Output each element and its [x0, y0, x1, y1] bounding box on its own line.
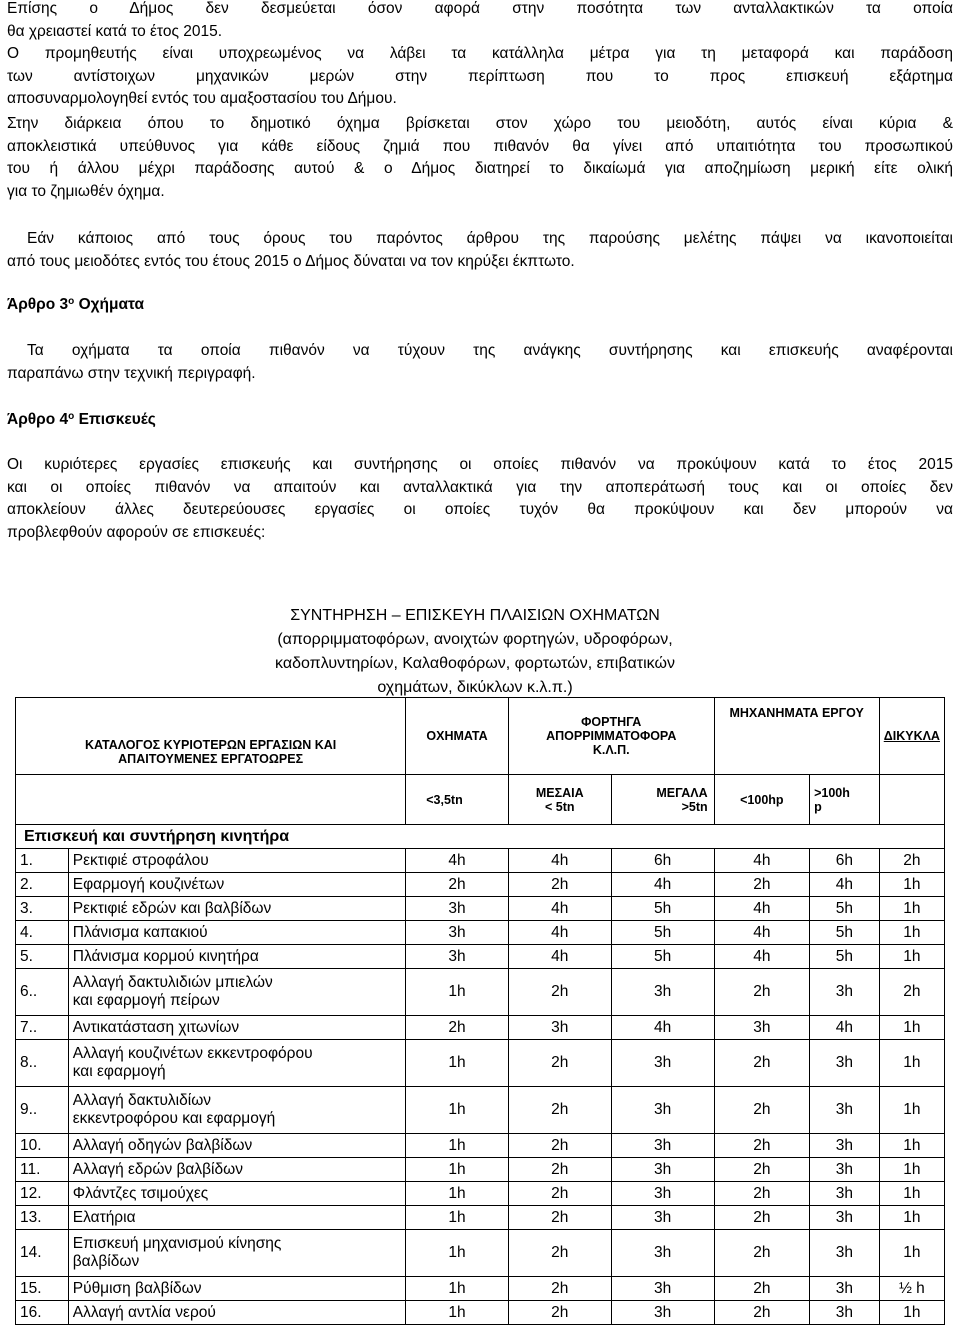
- article-4-title: Επισκευές: [78, 411, 156, 428]
- description-line: Αλλαγή δακτυλιδιών μπιελών: [72, 974, 273, 991]
- row-value: 4h: [611, 873, 714, 897]
- sub-hp-low-label: <100hp: [740, 792, 784, 807]
- row-value: 2h: [714, 1182, 809, 1206]
- row-value: 2h: [714, 1206, 809, 1230]
- row-value: 3h: [611, 1040, 714, 1087]
- table-row: [16, 897, 945, 921]
- row-value: 3h: [810, 1206, 880, 1230]
- ordinal-sup: ο: [68, 411, 75, 422]
- article-3-text: [7, 340, 953, 385]
- row-value: 3h: [611, 1301, 714, 1325]
- row-value: 5h: [810, 945, 880, 969]
- empty-cell: [879, 775, 944, 825]
- text-line: για το ζημιωθέν όχημα.: [7, 182, 165, 200]
- text-line: αποκλειστικά υπεύθυνος για κάθε είδους ζημιά που πιθανόν θα γίνει από υπαιτιότητα του προσωπικού: [7, 137, 953, 155]
- catalog-header: ΚΑΤΑΛΟΓΟΣ ΚΥΡΙΟΤΕΡΩΝ ΕΡΓΑΣΙΩΝ ΚΑΙ ΑΠΑΙΤΟΥΜΕΝΕΣ ΕΡΓΑΤΟΩΡΕΣ: [16, 698, 406, 775]
- row-value: 5h: [611, 897, 714, 921]
- row-value: 2h: [406, 1016, 509, 1040]
- article-3-prefix: Άρθρο 3: [7, 296, 69, 313]
- sub-large: [611, 775, 714, 825]
- intro-paragraph-2: [7, 43, 953, 111]
- table-title-line-2: (απορριμματοφόρων, ανοιχτών φορτηγών, υδροφόρων,: [277, 631, 673, 648]
- row-value: 1h: [879, 1016, 944, 1040]
- row-value: 3h: [810, 1182, 880, 1206]
- row-description: [68, 1134, 406, 1158]
- row-value: 2h: [508, 1158, 611, 1182]
- sub-medium-label-a: ΜΕΣΑΙΑ: [535, 785, 584, 800]
- section-row: [16, 825, 945, 849]
- text-line: παραπάνω στην τεχνική περιγραφή.: [7, 364, 256, 382]
- table-row: [16, 873, 945, 897]
- table-row: [16, 921, 945, 945]
- row-number: 9..: [16, 1087, 69, 1134]
- table-row: [16, 849, 945, 873]
- sub-hp-high: [810, 775, 880, 825]
- description-line: Αλλαγή οδηγών βαλβίδων: [72, 1136, 253, 1154]
- row-number: 3.: [16, 897, 69, 921]
- repair-hours-table: [15, 697, 945, 1325]
- row-value: 2h: [879, 969, 944, 1016]
- row-value: 3h: [810, 1277, 880, 1301]
- row-value: 4h: [508, 945, 611, 969]
- text-line: Επίσης ο Δήμος δεν δεσμεύεται όσον αφορά στην ποσότητα των ανταλλακτικών τα οποία: [7, 0, 953, 17]
- text-line: θα χρειαστεί κατά το έτος 2015.: [7, 22, 223, 40]
- table-body: [16, 849, 945, 1325]
- row-value: 2h: [714, 1158, 809, 1182]
- col-bikes-label: ΔΙΚΥΚΛΑ: [883, 729, 940, 743]
- row-value: 2h: [508, 1277, 611, 1301]
- row-value: 3h: [611, 1277, 714, 1301]
- row-value: 3h: [810, 1134, 880, 1158]
- col-bikes-header: [879, 698, 944, 775]
- row-value: 3h: [810, 969, 880, 1016]
- row-value: 2h: [879, 849, 944, 873]
- table-title-line-1: ΣΥΝΤΗΡΗΣΗ – ΕΠΙΣΚΕΥΗ ΠΛΑΙΣΙΩΝ ΟΧΗΜΑΤΩΝ: [290, 607, 660, 624]
- description-line: Αλλαγή εδρών βαλβίδων: [72, 1160, 243, 1178]
- sub-small-label: <3,5tn: [426, 792, 463, 807]
- row-value: 1h: [406, 1087, 509, 1134]
- row-value: 2h: [508, 1206, 611, 1230]
- intro-paragraph-4: [7, 228, 953, 273]
- row-number: 6..: [16, 969, 69, 1016]
- row-value: 2h: [714, 1087, 809, 1134]
- row-value: 2h: [508, 1087, 611, 1134]
- row-value: 2h: [508, 873, 611, 897]
- row-value: 1h: [879, 1230, 944, 1277]
- table-row: [16, 1277, 945, 1301]
- row-value: 1h: [879, 1087, 944, 1134]
- row-number: 10.: [16, 1134, 69, 1158]
- row-description: [68, 873, 406, 897]
- description-line: Αλλαγή δακτυλιδίων: [72, 1092, 212, 1109]
- table-row: [16, 969, 945, 1016]
- description-line: Φλάντζες τσιμούχες: [72, 1184, 209, 1202]
- row-value: 3h: [611, 1230, 714, 1277]
- ordinal-sup: ο: [68, 296, 75, 307]
- row-value: 1h: [879, 897, 944, 921]
- row-value: 2h: [508, 1230, 611, 1277]
- row-value: 4h: [406, 849, 509, 873]
- description-line: και εφαρμογή: [72, 1063, 166, 1080]
- row-number: 14.: [16, 1230, 69, 1277]
- row-value: 2h: [714, 1040, 809, 1087]
- col-machinery-header: ΜΗΧΑΝΗΜΑΤΑ ΕΡΓΟΥ: [714, 698, 879, 775]
- row-number: 2.: [16, 873, 69, 897]
- table-row: [16, 945, 945, 969]
- row-value: 5h: [611, 945, 714, 969]
- row-value: 1h: [879, 873, 944, 897]
- row-description: [68, 945, 406, 969]
- row-value: 2h: [508, 1040, 611, 1087]
- row-value: 4h: [508, 921, 611, 945]
- description-line: Ελατήρια: [72, 1208, 136, 1226]
- table-row: [16, 1087, 945, 1134]
- col-vehicles-header: ΟΧΗΜΑΤΑ: [406, 698, 509, 775]
- row-description: [68, 849, 406, 873]
- row-value: 6h: [611, 849, 714, 873]
- row-value: 2h: [714, 1230, 809, 1277]
- article-4-heading: [7, 409, 156, 431]
- row-value: 3h: [611, 1134, 714, 1158]
- sub-hp-high-label-b: p: [814, 799, 822, 814]
- row-value: 3h: [508, 1016, 611, 1040]
- row-number: 5.: [16, 945, 69, 969]
- row-description: [68, 1230, 406, 1277]
- row-value: 2h: [508, 1301, 611, 1325]
- row-description: [68, 1016, 406, 1040]
- table-row: [16, 1301, 945, 1325]
- row-value: 1h: [879, 1301, 944, 1325]
- row-number: 1.: [16, 849, 69, 873]
- description-line: Αλλαγή κουζινέτων εκκεντροφόρου: [72, 1045, 313, 1062]
- description-line: εκκεντροφόρου και εφαρμογή: [72, 1110, 276, 1127]
- row-value: 3h: [611, 969, 714, 1016]
- description-line: Αντικατάσταση χιτωνίων: [72, 1018, 240, 1036]
- table-row: [16, 1016, 945, 1040]
- row-value: 1h: [879, 1206, 944, 1230]
- text-line: και οι οποίες πιθανόν να απαιτούν και ανταλλακτικά για την αποπεράτωσή τους και οι οποίες δεν: [7, 478, 953, 496]
- text-line: του ή άλλου μέχρι παράδοσης αυτού & ο Δήμος διατηρεί το δικαίωμά για αποζημίωση μερική είτε ολική: [7, 160, 953, 177]
- intro-paragraph-1: [7, 0, 953, 43]
- text-line: Εάν κάποιος από τους όρους του παρόντος άρθρου της παρούσης μελέτης πάψει να ικανοποιείται: [27, 230, 953, 247]
- sub-medium: [508, 775, 611, 825]
- row-value: ½ h: [879, 1277, 944, 1301]
- table-row: [16, 1040, 945, 1087]
- row-value: 4h: [714, 921, 809, 945]
- row-value: 1h: [406, 969, 509, 1016]
- row-description: [68, 1182, 406, 1206]
- article-4-text: [7, 454, 953, 544]
- description-line: Αλλαγή αντλία νερού: [72, 1303, 216, 1321]
- row-value: 4h: [810, 873, 880, 897]
- row-value: 1h: [879, 1182, 944, 1206]
- table-title: [207, 604, 743, 700]
- row-description: [68, 969, 406, 1016]
- row-value: 1h: [406, 1277, 509, 1301]
- row-value: 3h: [810, 1040, 880, 1087]
- row-value: 3h: [810, 1087, 880, 1134]
- row-value: 2h: [406, 873, 509, 897]
- text-line: αποκλείουν άλλες δευτερεύουσες εργασίες οι οποίες τυχόν θα προκύψουν και δεν μπορούν να: [7, 501, 953, 518]
- row-description: [68, 1277, 406, 1301]
- row-value: 2h: [508, 1134, 611, 1158]
- row-value: 3h: [611, 1206, 714, 1230]
- row-value: 1h: [406, 1230, 509, 1277]
- row-value: 1h: [406, 1134, 509, 1158]
- table-title-line-3: καδοπλυντηρίων, Καλαθοφόρων, φορτωτών, επιβατικών: [275, 655, 675, 672]
- text-line: Ο προμηθευτής είναι υποχρεωμένος να λάβει τα κατάλληλα μέτρα για τη μεταφορά και παράδοση: [7, 45, 953, 62]
- row-value: 2h: [714, 1277, 809, 1301]
- article-3-heading: [7, 294, 144, 316]
- row-number: 7..: [16, 1016, 69, 1040]
- text-line: Τα οχήματα τα οποία πιθανόν να τύχουν της ανάγκης συντήρησης και επισκευής αναφέρονται: [27, 342, 953, 359]
- sub-small: [406, 775, 509, 825]
- description-line: και εφαρμογή πείρων: [72, 992, 220, 1009]
- row-number: 15.: [16, 1277, 69, 1301]
- description-line: Εφαρμογή κουζινέτων: [72, 875, 225, 893]
- row-value: 3h: [406, 921, 509, 945]
- row-value: 5h: [810, 897, 880, 921]
- text-line: προβλεφθούν αφορούν σε επισκευές:: [7, 523, 266, 541]
- row-number: 11.: [16, 1158, 69, 1182]
- row-number: 13.: [16, 1206, 69, 1230]
- description-line: Ρεκτιφιέ εδρών και βαλβίδων: [72, 899, 272, 917]
- row-description: [68, 921, 406, 945]
- row-description: [68, 1206, 406, 1230]
- row-value: 1h: [406, 1301, 509, 1325]
- row-value: 1h: [406, 1182, 509, 1206]
- text-line: Στην διάρκεια όπου το δημοτικό όχημα βρίσκεται στον χώρο του μειοδότη, αυτός είναι κύρια &: [7, 115, 953, 132]
- row-value: 3h: [714, 1016, 809, 1040]
- row-value: 2h: [508, 1182, 611, 1206]
- row-value: 4h: [508, 849, 611, 873]
- sub-medium-label-b: < 5tn: [545, 799, 575, 814]
- row-value: 4h: [714, 849, 809, 873]
- row-description: [68, 897, 406, 921]
- row-value: 1h: [879, 1134, 944, 1158]
- row-value: 2h: [714, 873, 809, 897]
- text-line: των αντίστοιχων μηχανικών μερών στην περίπτωση που το προς επισκευή εξάρτημα: [7, 67, 953, 85]
- row-value: 1h: [879, 1040, 944, 1087]
- article-4-prefix: Άρθρο 4: [7, 411, 69, 428]
- description-line: Ρύθμιση βαλβίδων: [72, 1279, 202, 1297]
- row-value: 3h: [611, 1182, 714, 1206]
- col-trucks-header: ΦΟΡΤΗΓΑ ΑΠΟΡΡΙΜΜΑΤΟΦΟΡΑ Κ.Λ.Π.: [508, 698, 714, 775]
- intro-paragraph-3: [7, 113, 953, 203]
- row-description: [68, 1301, 406, 1325]
- table-row: [16, 1158, 945, 1182]
- row-value: 3h: [611, 1158, 714, 1182]
- sub-large-label-b: >5tn: [681, 799, 708, 814]
- row-value: 4h: [810, 1016, 880, 1040]
- row-value: 6h: [810, 849, 880, 873]
- row-value: 3h: [810, 1230, 880, 1277]
- table-header-row: [16, 698, 945, 775]
- table-row: [16, 1182, 945, 1206]
- row-value: 4h: [611, 1016, 714, 1040]
- row-value: 4h: [714, 945, 809, 969]
- row-number: 8..: [16, 1040, 69, 1087]
- row-number: 4.: [16, 921, 69, 945]
- row-value: 3h: [810, 1158, 880, 1182]
- description-line: Ρεκτιφιέ στροφάλου: [72, 851, 209, 869]
- empty-cell: [16, 775, 406, 825]
- row-value: 3h: [611, 1087, 714, 1134]
- description-line: Πλάνισμα καπακιού: [72, 923, 208, 941]
- text-line: αποσυναρμολογηθεί εντός του αμαξοστασίου του Δήμου.: [7, 90, 397, 107]
- section-title: Επισκευή και συντήρηση κινητήρα: [16, 825, 945, 849]
- row-number: 16.: [16, 1301, 69, 1325]
- description-line: Πλάνισμα κορμού κινητήρα: [72, 947, 259, 965]
- table-subheader-row: [16, 775, 945, 825]
- row-description: [68, 1087, 406, 1134]
- sub-hp-low: [714, 775, 809, 825]
- row-number: 12.: [16, 1182, 69, 1206]
- article-3-title: Οχήματα: [78, 296, 145, 313]
- row-value: 3h: [810, 1301, 880, 1325]
- row-value: 1h: [879, 945, 944, 969]
- description-line: βαλβίδων: [72, 1253, 140, 1270]
- row-value: 2h: [714, 969, 809, 1016]
- sub-large-label-a: ΜΕΓΑΛΑ: [656, 785, 708, 800]
- row-description: [68, 1158, 406, 1182]
- description-line: Επισκευή μηχανισμού κίνησης: [72, 1235, 282, 1252]
- row-value: 1h: [406, 1040, 509, 1087]
- table-title-line-4: οχημάτων, δικύκλων κ.λ.π.): [377, 679, 573, 696]
- text-line: Οι κυριότερες εργασίες επισκευής και συντήρησης οι οποίες πιθανόν να προκύψουν κατά το έτος 2015: [7, 456, 953, 473]
- row-value: 4h: [714, 897, 809, 921]
- row-value: 2h: [508, 969, 611, 1016]
- row-value: 3h: [406, 945, 509, 969]
- row-value: 1h: [879, 921, 944, 945]
- row-value: 3h: [406, 897, 509, 921]
- row-description: [68, 1040, 406, 1087]
- table-row: [16, 1230, 945, 1277]
- row-value: 5h: [611, 921, 714, 945]
- row-value: 2h: [714, 1134, 809, 1158]
- row-value: 1h: [879, 1158, 944, 1182]
- row-value: 2h: [714, 1301, 809, 1325]
- row-value: 1h: [406, 1158, 509, 1182]
- table-row: [16, 1206, 945, 1230]
- text-line: από τους μειοδότες εντός του έτους 2015 ο Δήμος δύναται να τον κηρύξει έκπτωτο.: [7, 252, 575, 270]
- table-row: [16, 1134, 945, 1158]
- sub-hp-high-label-a: >100h: [814, 785, 850, 800]
- row-value: 5h: [810, 921, 880, 945]
- row-value: 4h: [508, 897, 611, 921]
- row-value: 1h: [406, 1206, 509, 1230]
